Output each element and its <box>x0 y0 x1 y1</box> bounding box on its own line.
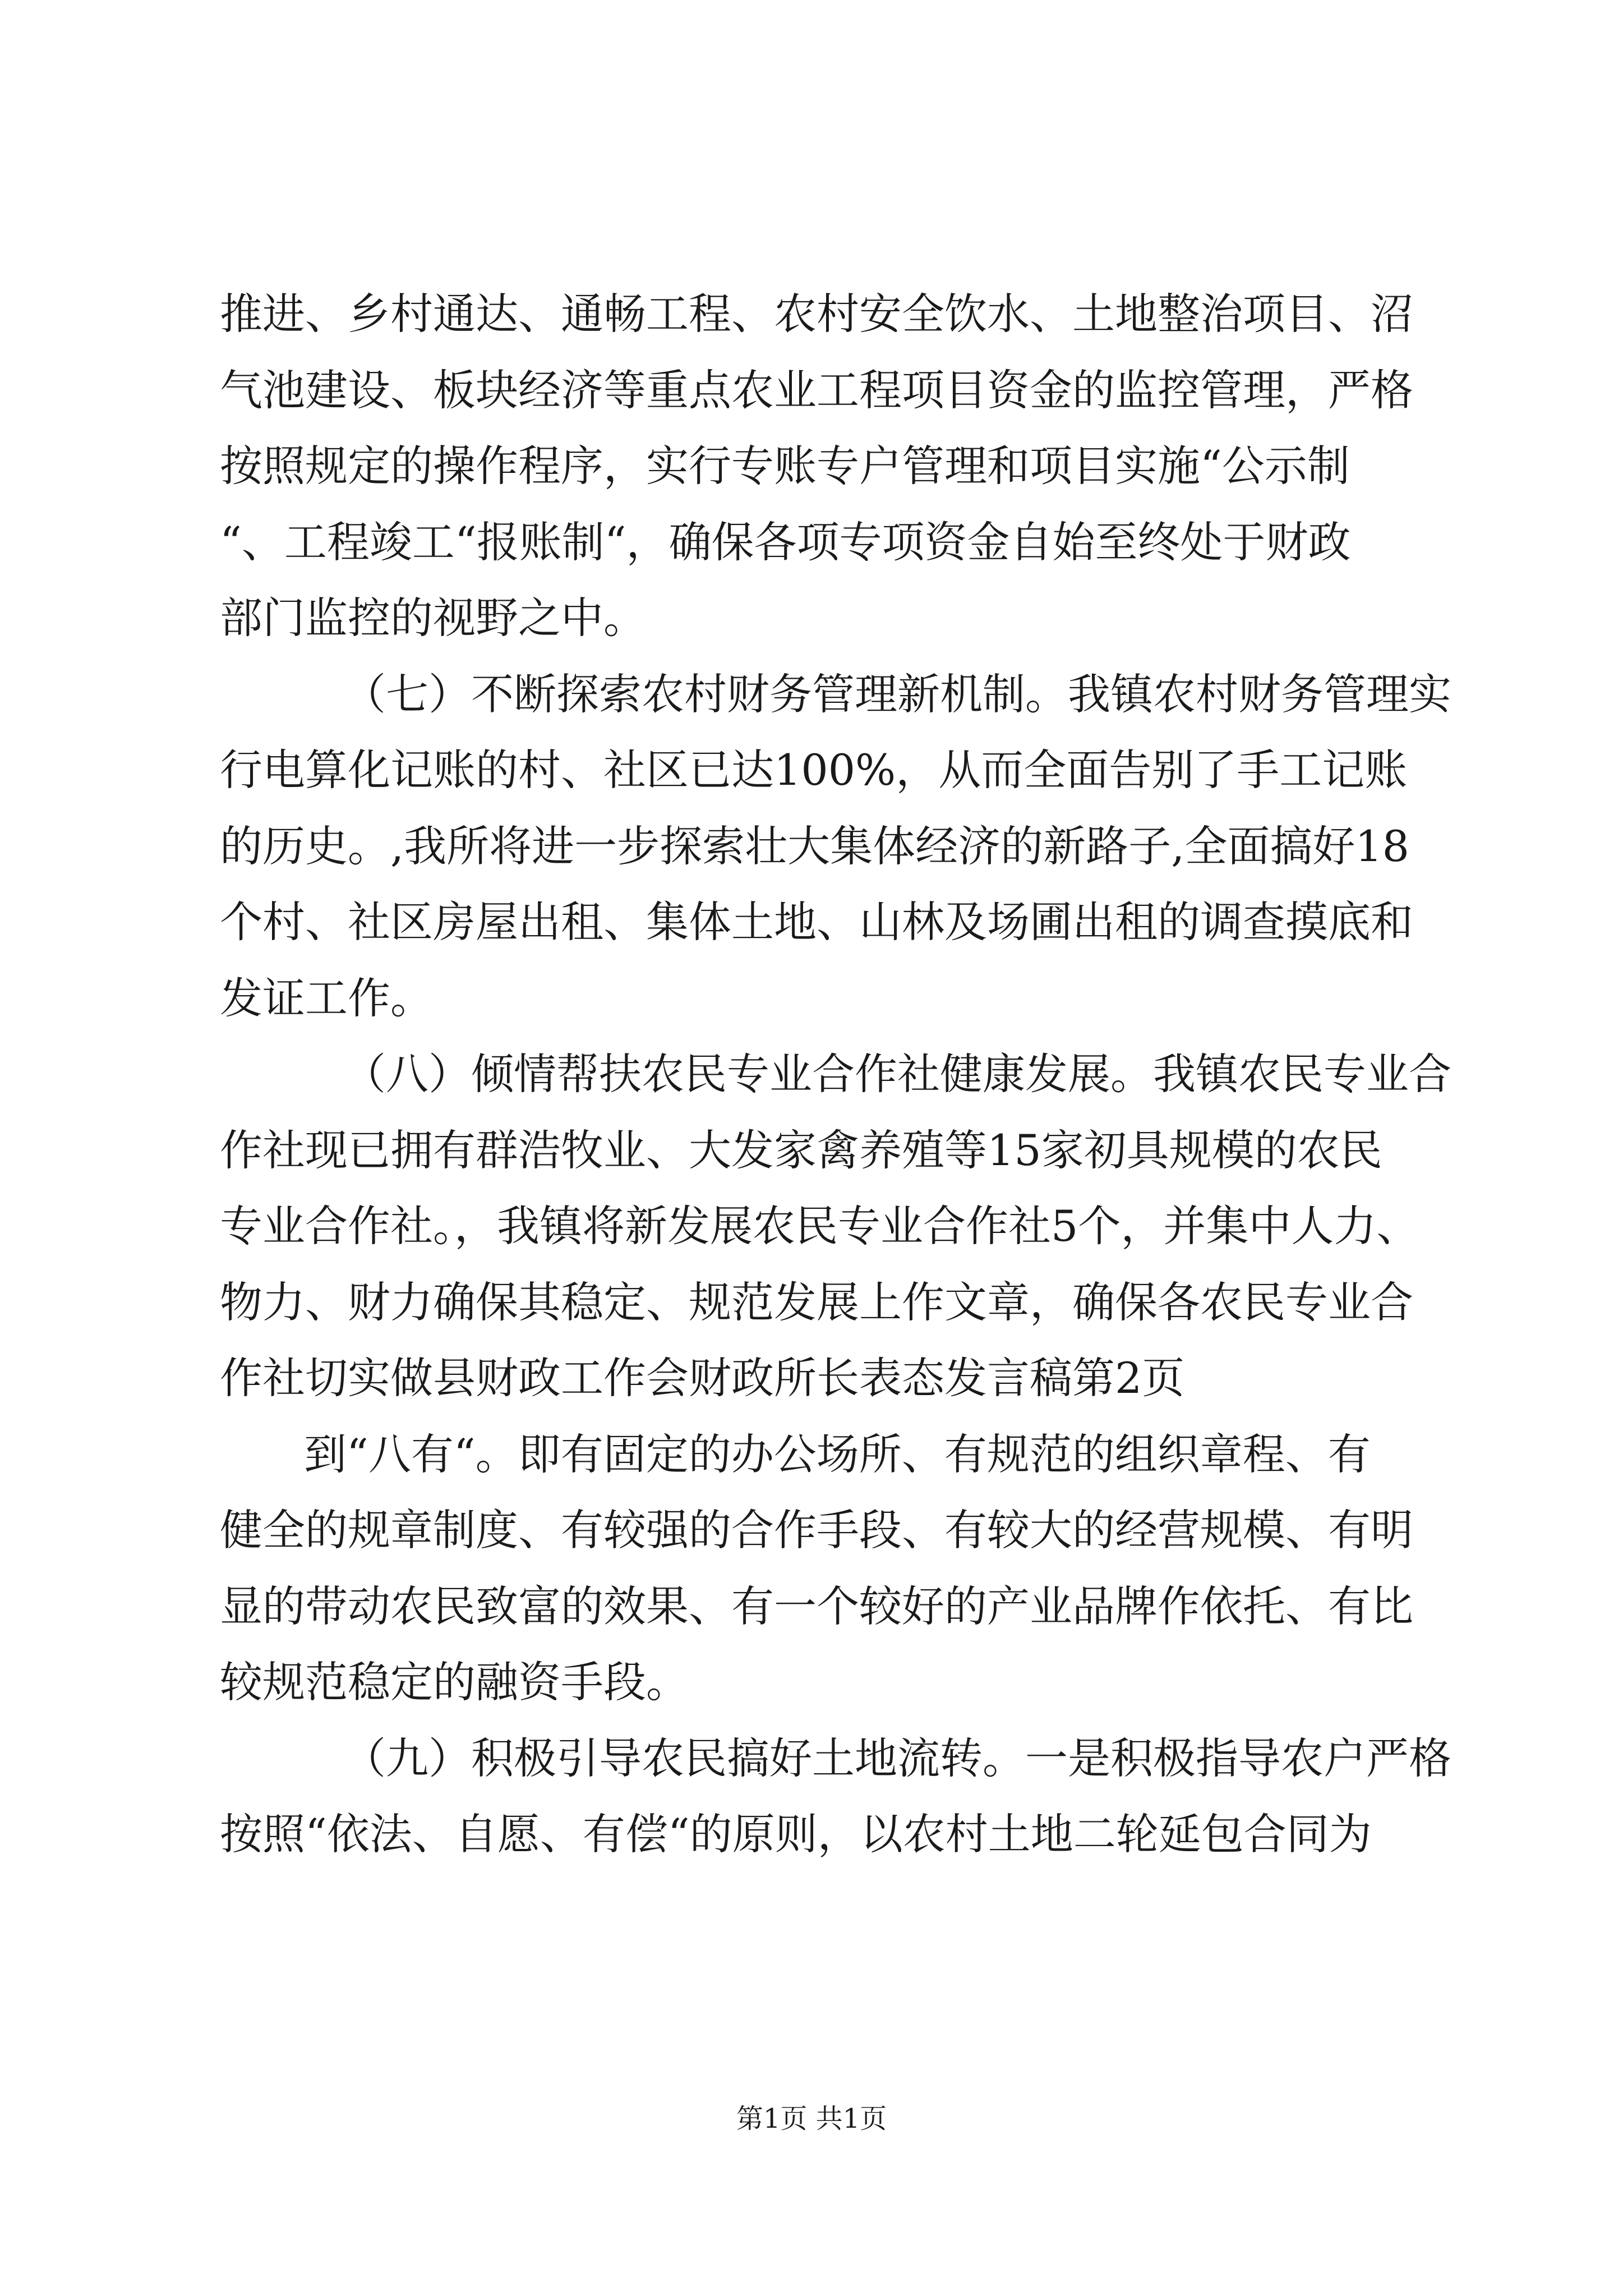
page-footer: 第1页 共1页 <box>736 2103 887 2134</box>
text-line: 专业合作社。，我镇将新发展农民专业合作社5个，并集中人力、 <box>220 1201 1419 1251</box>
text-line: 行电算化记账的村、社区已达100%，从而全面告别了手工记账 <box>220 745 1408 795</box>
paragraph-start: 到“八有“。即有固定的办公场所、有规范的组织章程、有 <box>304 1429 1371 1479</box>
text-line: 作社切实做县财政工作会财政所长表态发言稿第2页 <box>220 1353 1185 1403</box>
text-line: 的历史。,我所将进一步探索壮大集体经济的新路子,全面搞好18 <box>220 821 1410 871</box>
text-line: 较规范稳定的融资手段。 <box>220 1657 689 1707</box>
text-line: 气池建设、板块经济等重点农业工程项目资金的监控管理，严格 <box>220 365 1413 415</box>
paragraph-heading-7: （七）不断探索农村财务管理新机制。我镇农村财务管理实 <box>343 669 1451 719</box>
paragraph-heading-8: （八）倾情帮扶农民专业合作社健康发展。我镇农民专业合 <box>343 1049 1451 1099</box>
paragraph-heading-9: （九）积极引导农民搞好土地流转。一是积极指导农户严格 <box>343 1733 1451 1783</box>
text-line: 显的带动农民致富的效果、有一个较好的产业品牌作依托、有比 <box>220 1581 1413 1631</box>
body-text <box>220 276 1451 1872</box>
text-line: 部门监控的视野之中。 <box>220 593 646 643</box>
text-line: 作社现已拥有群浩牧业、大发家禽养殖等15家初具规模的农民 <box>220 1125 1382 1175</box>
text-line: 发证工作。 <box>220 973 433 1023</box>
text-line: 推进、乡村通达、通畅工程、农村安全饮水、土地整治项目、沼 <box>220 289 1413 339</box>
text-line: 健全的规章制度、有较强的合作手段、有较大的经营规模、有明 <box>220 1505 1413 1555</box>
text-line: 按照规定的操作程序，实行专账专户管理和项目实施“公示制 <box>220 441 1350 491</box>
text-line: 物力、财力确保其稳定、规范发展上作文章，确保各农民专业合 <box>220 1277 1413 1327</box>
text-line: “、工程竣工“报账制“，确保各项专项资金自始至终处于财政 <box>220 517 1351 567</box>
text-line: 按照“依法、自愿、有偿“的原则，以农村土地二轮延包合同为 <box>220 1809 1372 1859</box>
text-line: 个村、社区房屋出租、集体土地、山林及场圃出租的调查摸底和 <box>220 897 1413 947</box>
